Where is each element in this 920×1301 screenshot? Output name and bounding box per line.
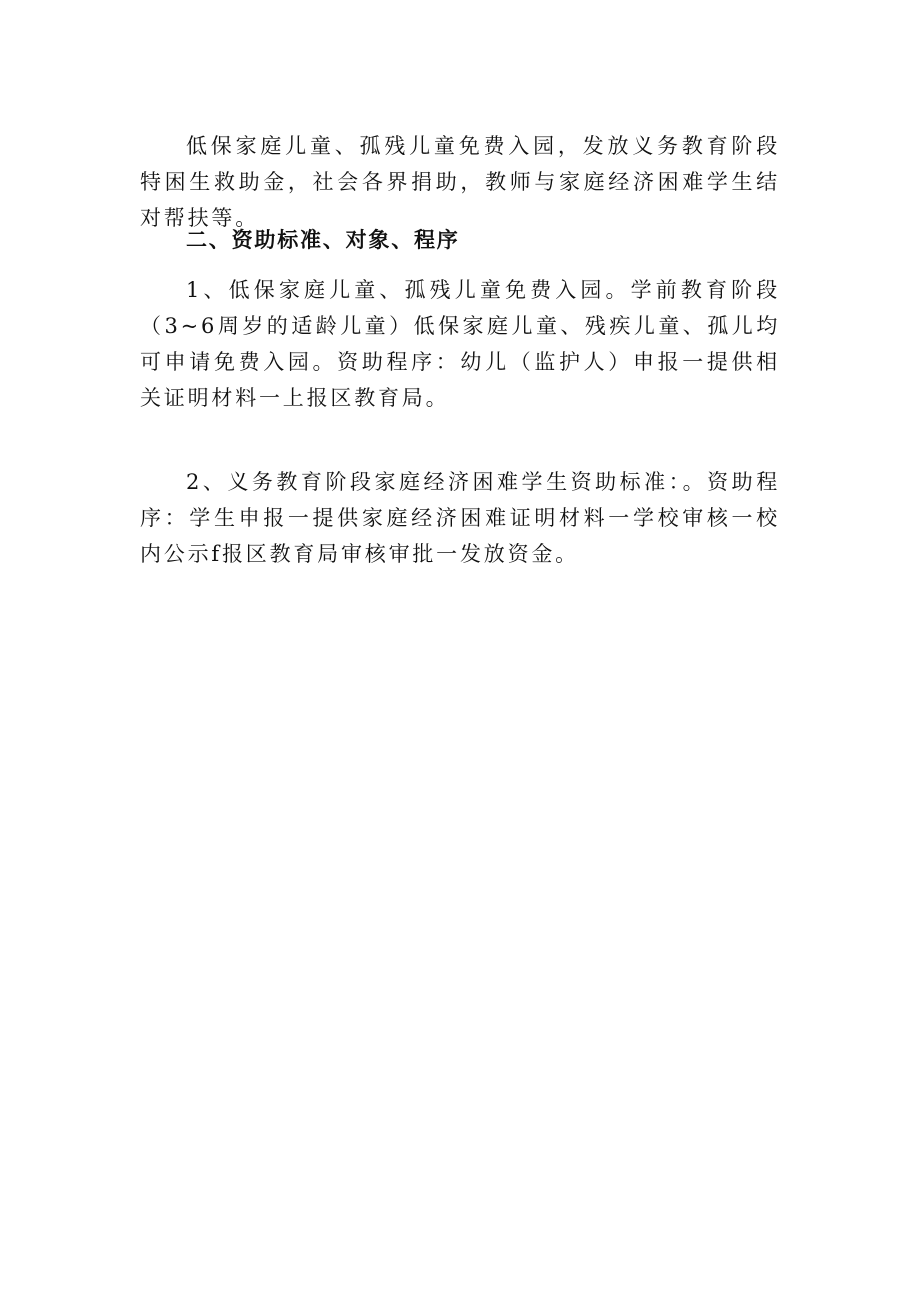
section-heading: 二、资助标准、对象、程序 [186, 228, 460, 252]
paragraph-intro: 低保家庭儿童、孤残儿童免费入园，发放义务教育阶段特困生救助金，社会各界捐助，教师与家庭经济困难学生结对帮扶等。 [140, 134, 780, 230]
paragraph-item-2: 2、义务教育阶段家庭经济困难学生资助标准：。资助程序：学生申报一提供家庭经济困难证明材料一学校审核一校内公示f报区教育局审核审批一发放资金。 [140, 470, 780, 566]
paragraph-item-1: 1、低保家庭儿童、孤残儿童免费入园。学前教育阶段（3~6周岁的适龄儿童）低保家庭儿童、残疾儿童、孤儿均可申请免费入园。资助程序：幼儿（监护人）申报一提供相关证明材料一上报区教育局。 [140, 278, 780, 410]
